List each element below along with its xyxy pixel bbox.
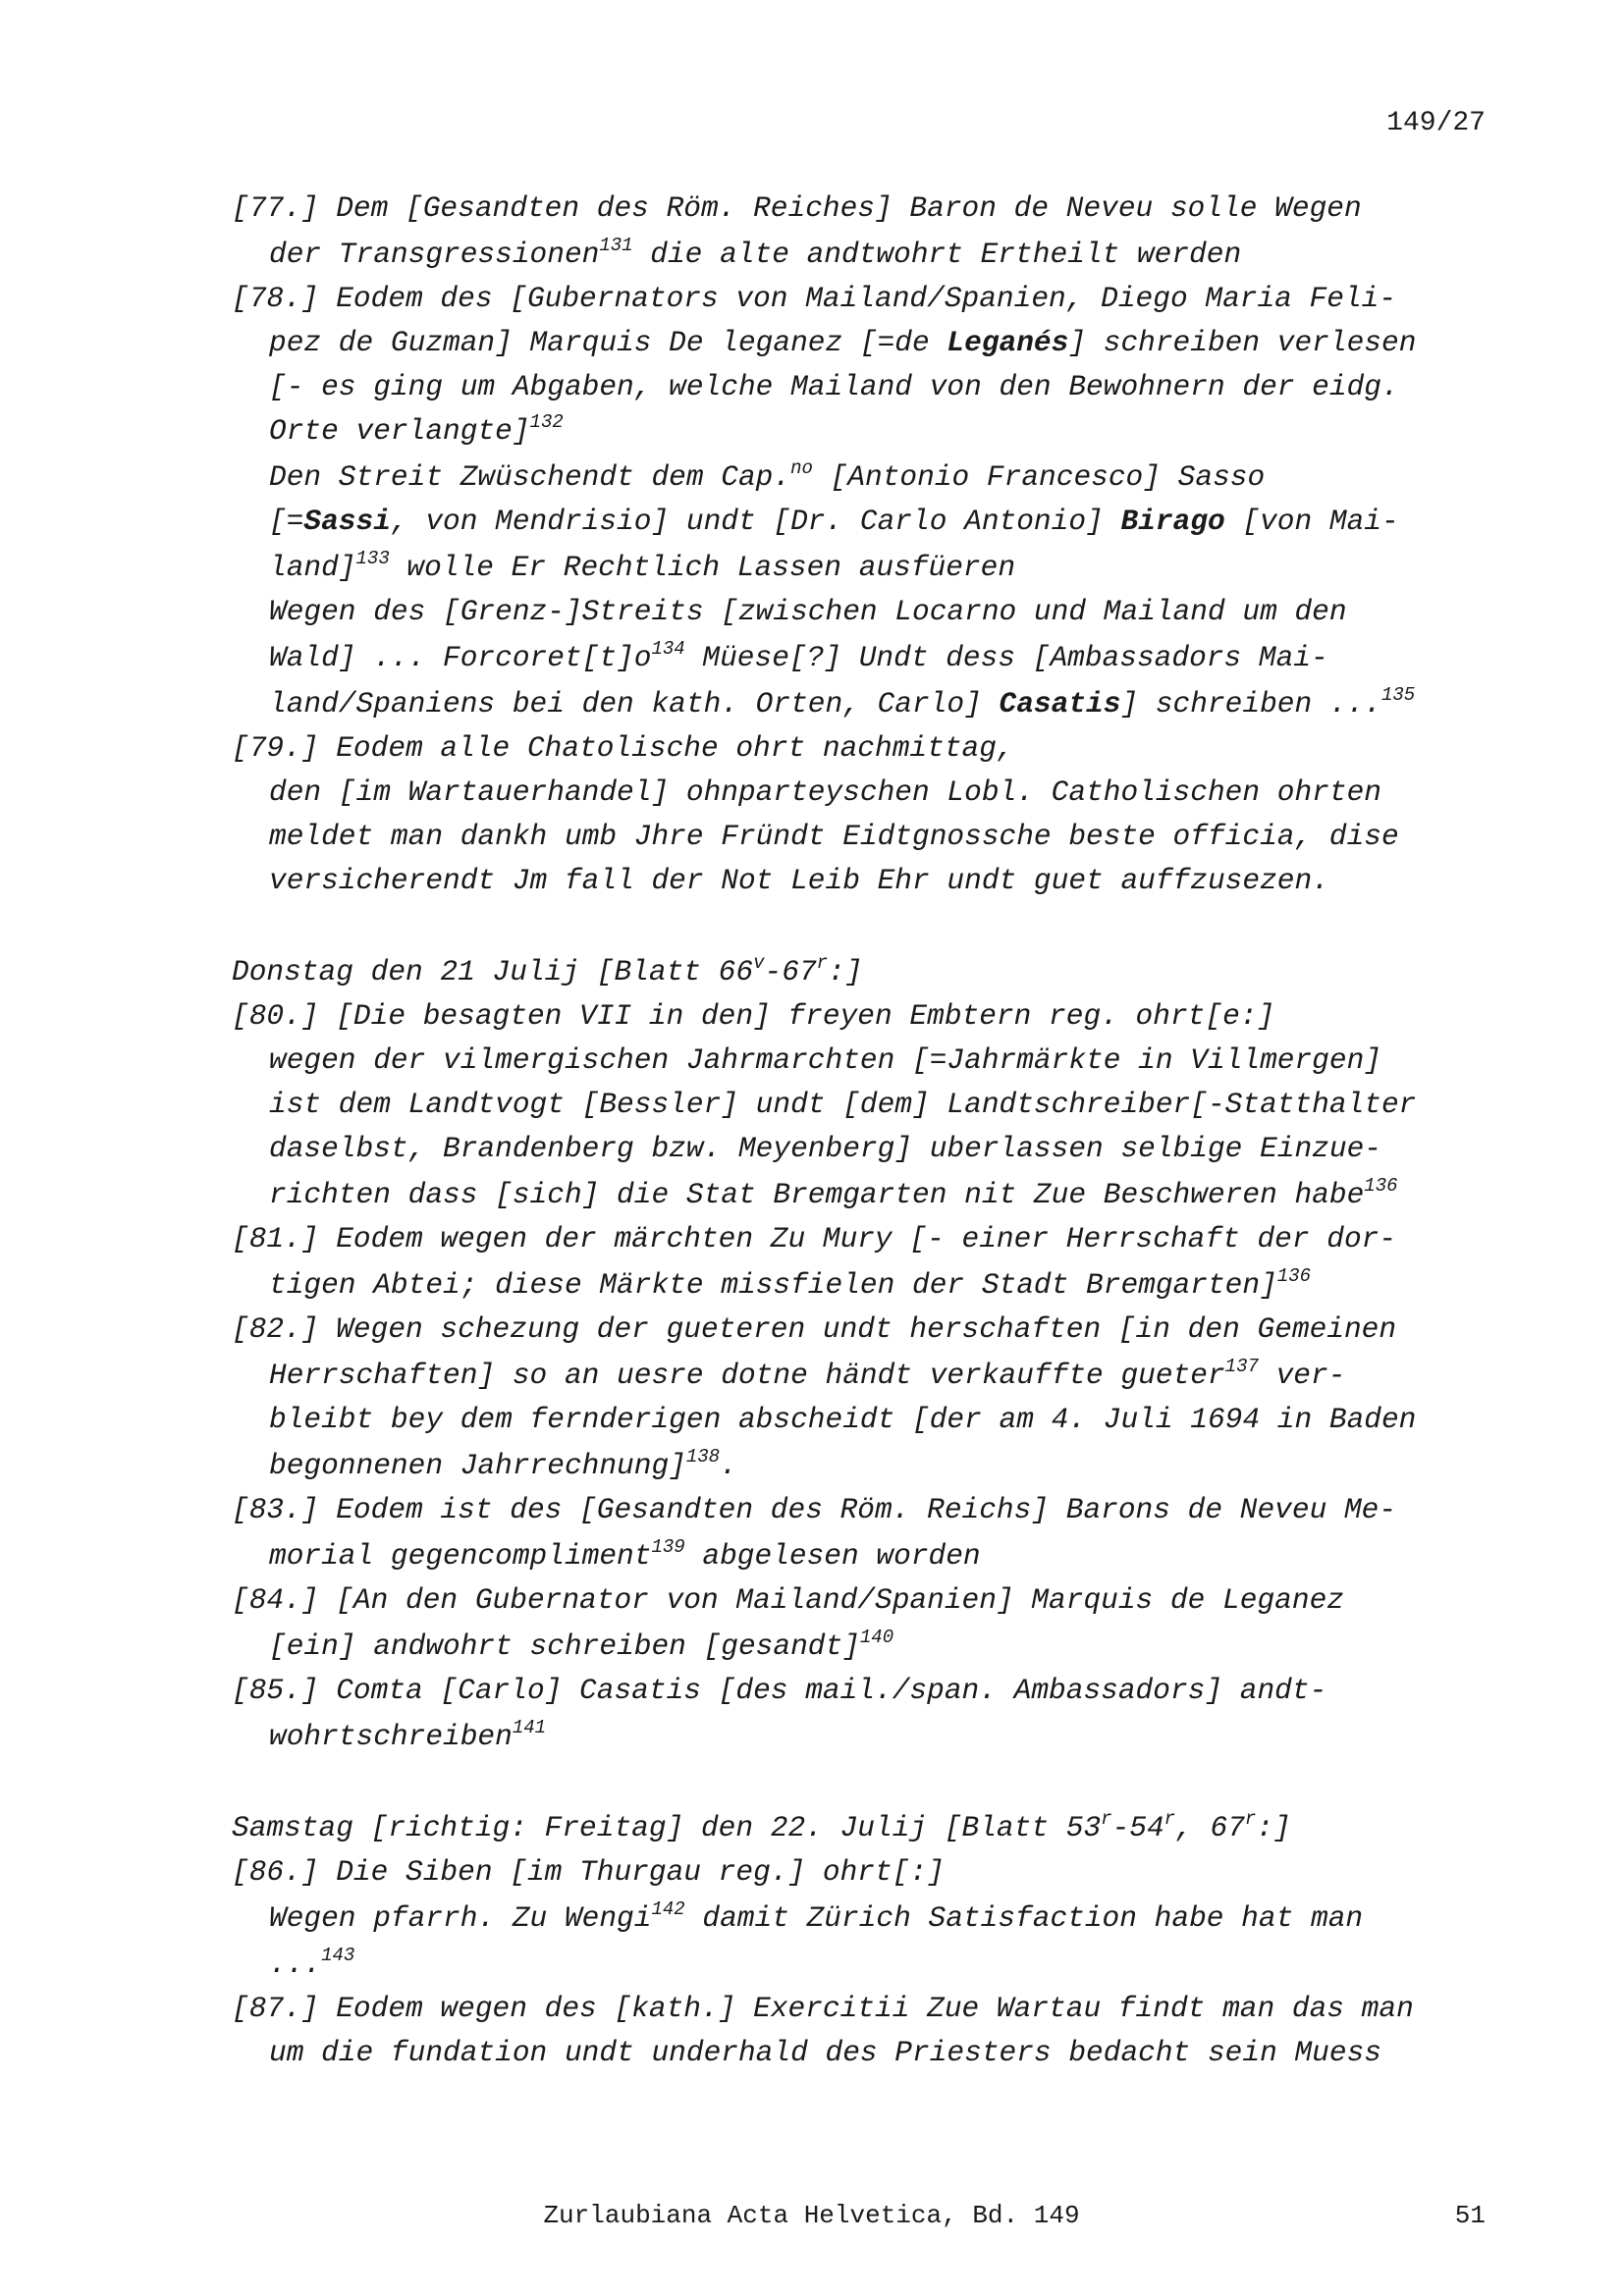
text-run: [77.] Dem [Gesandten des Röm. Reiches] Baron de Neveu solle Wegen (232, 191, 1362, 225)
text-run: bleibt bey dem fernderigen abscheidt [der am 4. Juli 1694 in Baden (269, 1403, 1417, 1436)
footnote-marker: 132 (529, 411, 564, 433)
text-run: [78.] Eodem des [Gubernators von Mailand/Spanien, Diego Maria Feli- (232, 282, 1397, 315)
footnote-marker: r (1101, 1808, 1112, 1830)
text-line (269, 1898, 1364, 1935)
text-line (269, 457, 1266, 494)
footnote-marker: 143 (321, 1945, 355, 1966)
text-line (232, 731, 1014, 765)
text-line (269, 548, 1016, 584)
text-line (269, 507, 1399, 537)
footnote-marker: r (1163, 1808, 1176, 1830)
text-run: [81.] Eodem wegen der märchten Zu Mury [- einer Herrschaft der dor- (232, 1222, 1397, 1255)
text-line (269, 1175, 1398, 1211)
text-run: ] schreiben ... (1120, 687, 1381, 721)
text-line (269, 1043, 1381, 1077)
text-run: [82.] Wegen schezung der gueteren undt herschaften [in den Gemeinen (232, 1312, 1397, 1346)
text-run: land] (269, 551, 356, 584)
text-line (232, 1992, 1414, 2025)
text-run: Donstag den 21 Julij [Blatt 66 (232, 955, 754, 988)
text-run: pez de Guzman] Marquis De leganez [=de (269, 326, 947, 359)
text-run: meldet man dankh umb Jhre Fründt Eidtgnossche beste officia, dise (269, 820, 1399, 853)
text-run: [80.] [Die besagten VII in den] freyen Embtern reg. ohrt[e:] (232, 999, 1275, 1033)
text-line (232, 1808, 1291, 1844)
text-line (269, 370, 1399, 403)
text-line (269, 595, 1347, 628)
bold-name: Leganés (947, 326, 1069, 359)
text-run: daselbst, Brandenberg bzw. Meyenberg] uberlassen selbige Einzue- (269, 1132, 1381, 1165)
bold-name: Sassi (303, 505, 391, 538)
text-line (269, 684, 1416, 721)
text-run: [ein] andwohrt schreiben [gesandt] (269, 1629, 860, 1663)
page-reference: 149/27 (1386, 108, 1486, 138)
text-line (232, 282, 1397, 315)
footnote-marker: 140 (859, 1627, 894, 1648)
text-line (232, 191, 1362, 225)
text-line (269, 1536, 981, 1573)
text-line (269, 1446, 737, 1482)
text-run: [- es ging um Abgaben, welche Mailand von den Bewohnern der eidg. (269, 370, 1399, 403)
footnote-marker: 135 (1381, 684, 1416, 706)
footnote-marker: 141 (512, 1717, 547, 1738)
text-line (269, 1627, 894, 1663)
text-line (232, 1222, 1397, 1255)
text-run: wolle Er Rechtlich Lassen ausfüeren (389, 551, 1016, 584)
text-run: [= (269, 505, 304, 538)
text-run: begonnenen Jahrrechnung] (269, 1449, 686, 1482)
text-line (269, 1265, 1311, 1302)
footnote-marker: 133 (355, 548, 390, 569)
text-line (232, 1674, 1327, 1707)
bold-name: Birago (1120, 505, 1225, 538)
footnote-marker: 137 (1224, 1356, 1259, 1377)
text-run: damit Zürich Satisfaction habe hat man (684, 1901, 1364, 1935)
text-run: morial gegencompliment (269, 1539, 652, 1573)
text-run: -54 (1111, 1811, 1164, 1844)
text-line (232, 1493, 1397, 1526)
text-run: Samstag [richtig: Freitag] den 22. Julij [Blatt 53 (232, 1811, 1102, 1844)
text-run: Herrschaften] so an uesre dotne händt verkauffte gueter (269, 1359, 1225, 1392)
text-run: abgelesen worden (684, 1539, 981, 1573)
text-line (269, 1403, 1417, 1436)
text-line (269, 638, 1328, 674)
text-line (232, 952, 863, 988)
text-run: [83.] Eodem ist des [Gesandten des Röm. Reichs] Barons de Neveu Me- (232, 1493, 1397, 1526)
text-line (269, 235, 1242, 271)
text-run: Den Streit Zwüschendt dem Cap. (269, 460, 791, 494)
text-run: Orte verlangte] (269, 414, 530, 448)
text-run: land/Spaniens bei den kath. Orten, Carlo] (269, 687, 1000, 721)
text-run: tigen Abtei; diese Märkte missfielen der Stadt Bremgarten] (269, 1268, 1277, 1302)
text-line (269, 775, 1381, 809)
text-run: Wegen pfarrh. Zu Wengi (269, 1901, 652, 1935)
text-run: , von Mendrisio] undt [Dr. Carlo Antonio] (390, 505, 1121, 538)
footnote-marker: 134 (651, 638, 685, 660)
text-line (232, 1583, 1344, 1617)
text-line (269, 1717, 547, 1753)
text-run: Müese[?] Undt dess [Ambassadors Mai- (684, 641, 1328, 674)
text-run: den [im Wartauerhandel] ohnparteyschen Lobl. Catholischen ohrten (269, 775, 1381, 809)
footnote-marker: 142 (651, 1898, 685, 1920)
text-run: , 67 (1175, 1811, 1245, 1844)
bold-name: Casatis (999, 687, 1121, 721)
footnote-marker: 138 (685, 1446, 721, 1468)
text-run: versicherendt Jm fall der Not Leib Ehr undt guet auffzusezen. (269, 864, 1329, 897)
text-run: [86.] Die Siben [im Thurgau reg.] ohrt[:] (232, 1855, 945, 1889)
text-line (269, 1132, 1381, 1165)
text-line (232, 1855, 945, 1889)
text-run: ... (269, 1948, 322, 1981)
text-run: wegen der vilmergischen Jahrmarchten [=Jahrmärkte in Villmergen] (269, 1043, 1381, 1077)
text-run: [von Mai- (1224, 505, 1399, 538)
text-line (269, 864, 1329, 897)
footnote-marker: v (753, 952, 765, 974)
text-run: wohrtschreiben (269, 1720, 513, 1753)
footer-page-number: 51 (1454, 2201, 1486, 2230)
text-run: :] (828, 955, 863, 988)
text-run: ist dem Landtvogt [Bessler] undt [dem] Landtschreiber[-Statthalter (269, 1088, 1417, 1121)
text-line (269, 2036, 1381, 2069)
footnote-marker: 136 (1276, 1265, 1311, 1287)
text-line (269, 326, 1417, 359)
footnote-marker: r (1244, 1808, 1257, 1830)
footnote-marker: 136 (1364, 1175, 1398, 1197)
text-run: [85.] Comta [Carlo] Casatis [des mail./span. Ambassadors] andt- (232, 1674, 1327, 1707)
text-run: :] (1256, 1811, 1291, 1844)
text-run: ver- (1258, 1359, 1346, 1392)
text-run: der Transgressionen (269, 238, 600, 271)
text-line (269, 820, 1399, 853)
footnote-marker: r (816, 952, 829, 974)
text-run: die alte andtwohrt Ertheilt werden (632, 238, 1242, 271)
footnote-marker: no (790, 457, 813, 479)
text-line (269, 1356, 1346, 1392)
text-run: Wegen des [Grenz-]Streits [zwischen Locarno und Mailand um den (269, 595, 1347, 628)
text-run: ] schreiben verlesen (1068, 326, 1417, 359)
text-run: . (720, 1449, 737, 1482)
text-run: richten dass [sich] die Stat Bremgarten nit Zue Beschweren habe (269, 1178, 1365, 1211)
footnote-marker: 131 (599, 235, 633, 256)
text-run: [87.] Eodem wegen des [kath.] Exercitii Zue Wartau findt man das man (232, 1992, 1414, 2025)
text-run: um die fundation undt underhald des Priesters bedacht sein Muess (269, 2036, 1381, 2069)
text-run: [84.] [An den Gubernator von Mailand/Spanien] Marquis de Leganez (232, 1583, 1344, 1617)
text-line (232, 1312, 1397, 1346)
text-run: [Antonio Francesco] Sasso (812, 460, 1266, 494)
text-run: [79.] Eodem alle Chatolische ohrt nachmittag, (232, 731, 1014, 765)
text-line (269, 1088, 1417, 1121)
text-run: Wald] ... Forcoret[t]o (269, 641, 652, 674)
text-line (269, 1945, 355, 1981)
text-line (232, 999, 1275, 1033)
text-line (269, 411, 564, 448)
footnote-marker: 139 (651, 1536, 685, 1558)
footer-title: Zurlaubiana Acta Helvetica, Bd. 149 (543, 2201, 1080, 2230)
text-run: -67 (764, 955, 817, 988)
